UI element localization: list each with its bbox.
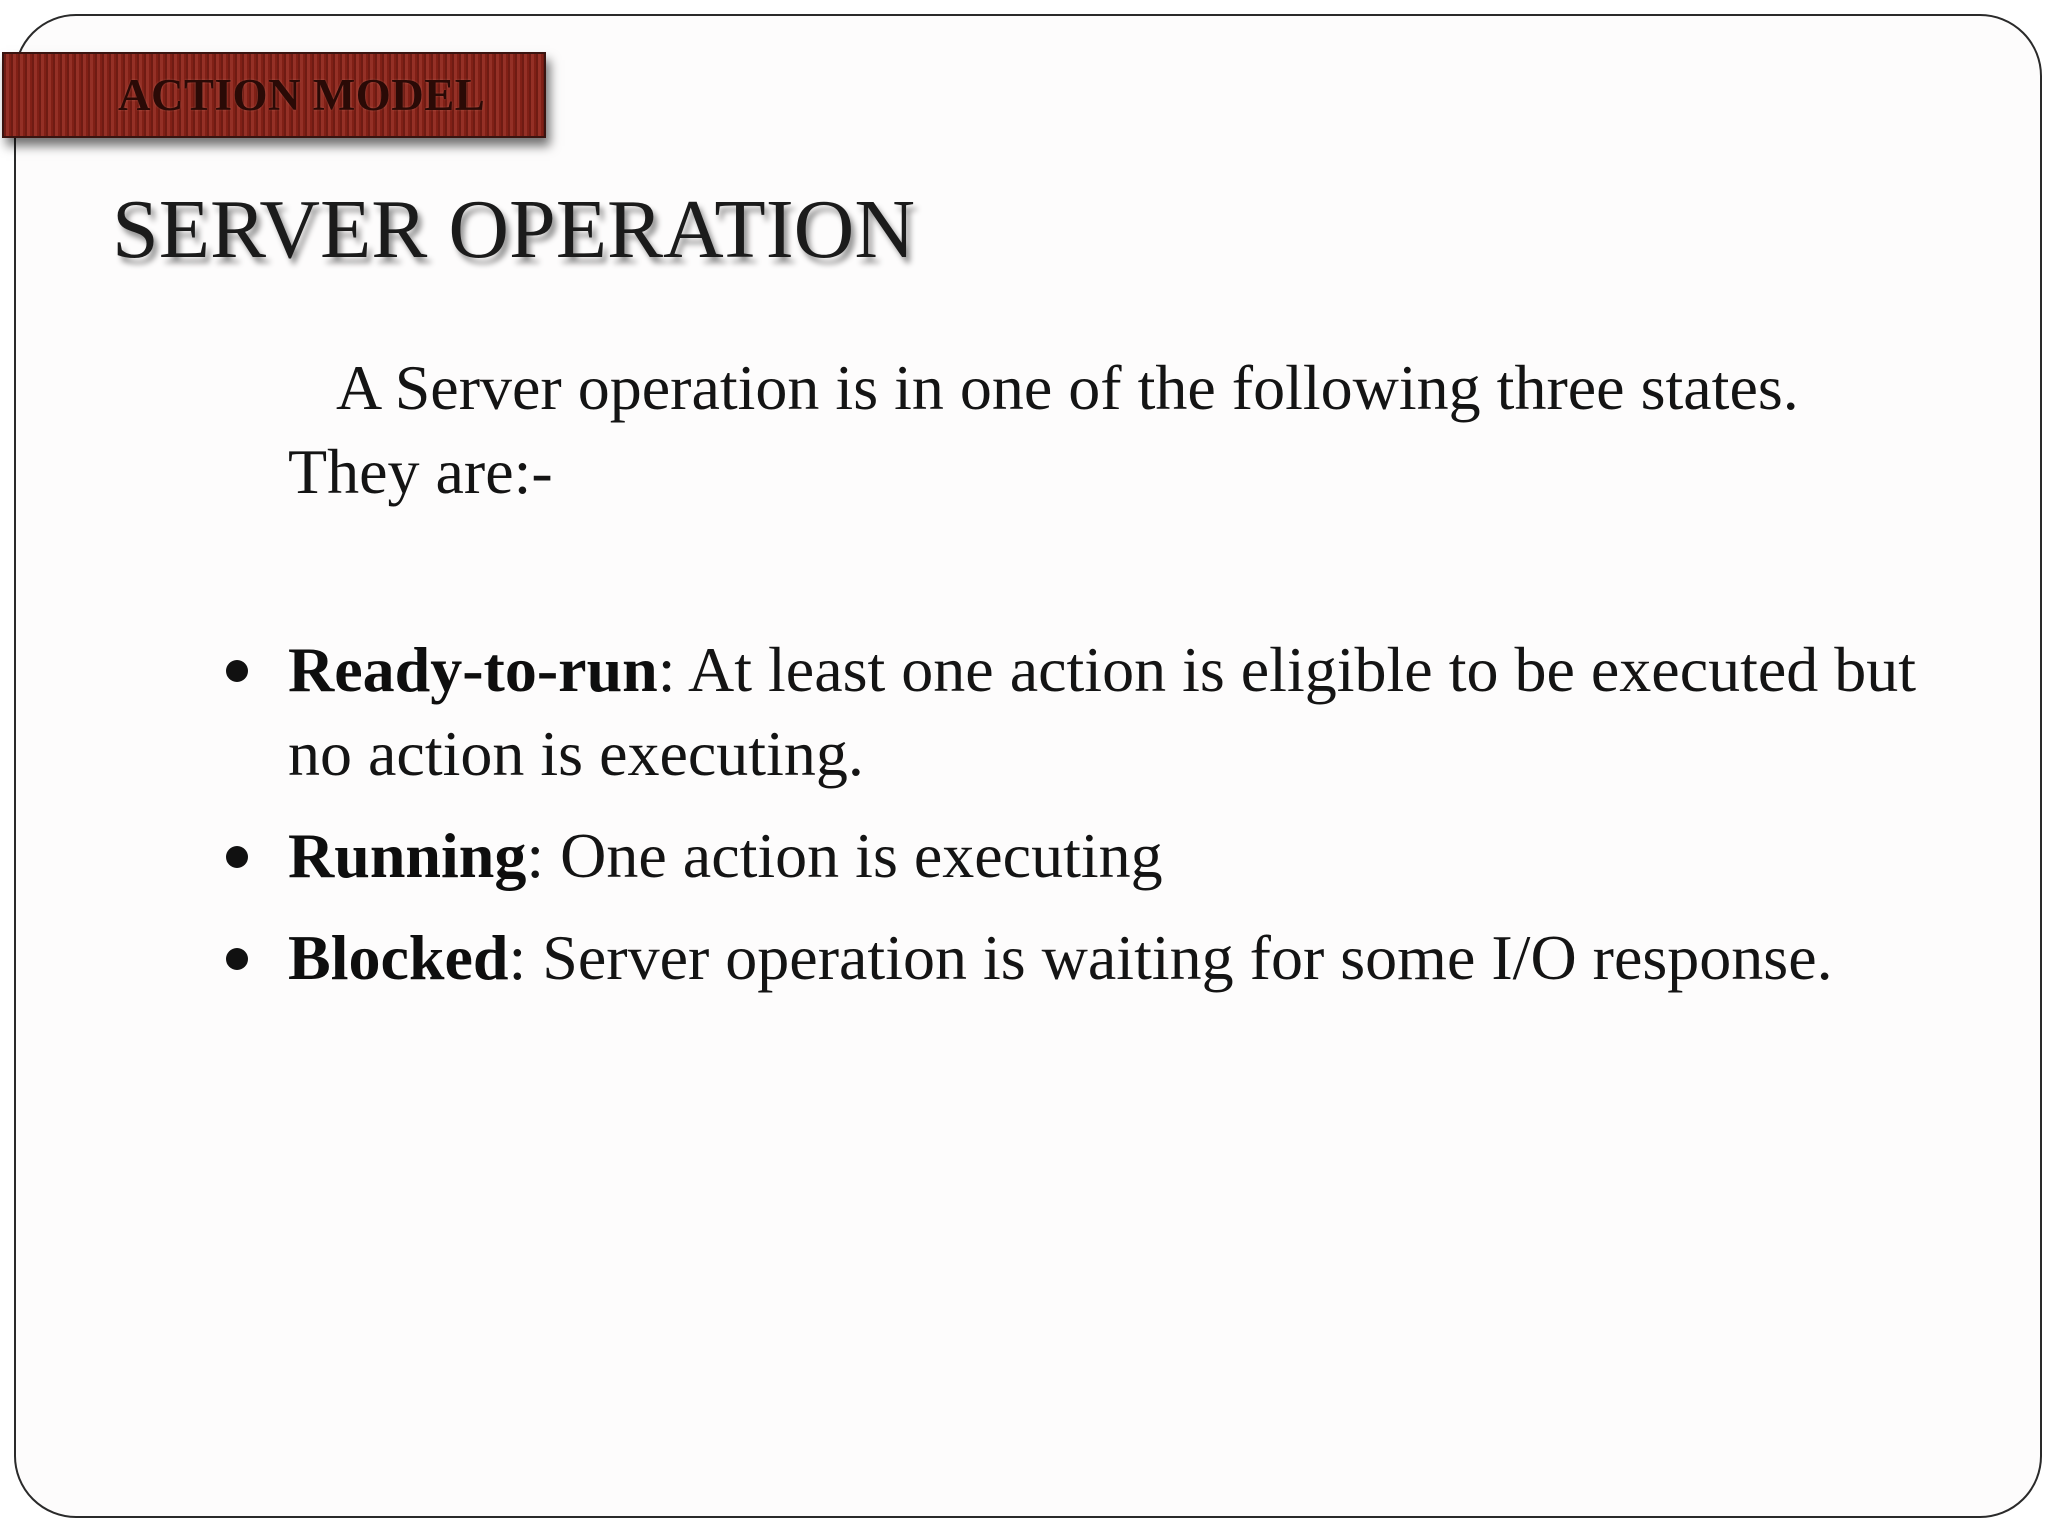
- state-separator: :: [526, 820, 561, 891]
- state-description: At least one action is eligible to be executed but no action is executing.: [288, 634, 1917, 789]
- state-item-blocked: [288, 916, 1968, 1000]
- state-item-ready-to-run: [288, 628, 1968, 796]
- intro-paragraph: A Server operation is in one of the following three states. They are:-: [288, 352, 1799, 507]
- state-term: Ready-to-run: [288, 634, 658, 705]
- state-item-running: [288, 814, 1968, 898]
- bullet-icon: [226, 846, 248, 868]
- bullet-icon: [226, 660, 248, 682]
- state-description: Server operation is waiting for some I/O response.: [542, 922, 1833, 993]
- state-list: [288, 628, 1968, 1018]
- state-separator: :: [508, 922, 543, 993]
- state-description: One action is executing: [560, 820, 1163, 891]
- state-term: Running: [288, 820, 527, 891]
- bullet-icon: [226, 948, 248, 970]
- state-separator: :: [657, 634, 688, 705]
- section-tag-label: ACTION MODEL: [118, 70, 486, 120]
- page-title: SERVER OPERATION: [112, 183, 916, 276]
- section-tag: [2, 52, 546, 138]
- state-term: Blocked: [288, 922, 509, 993]
